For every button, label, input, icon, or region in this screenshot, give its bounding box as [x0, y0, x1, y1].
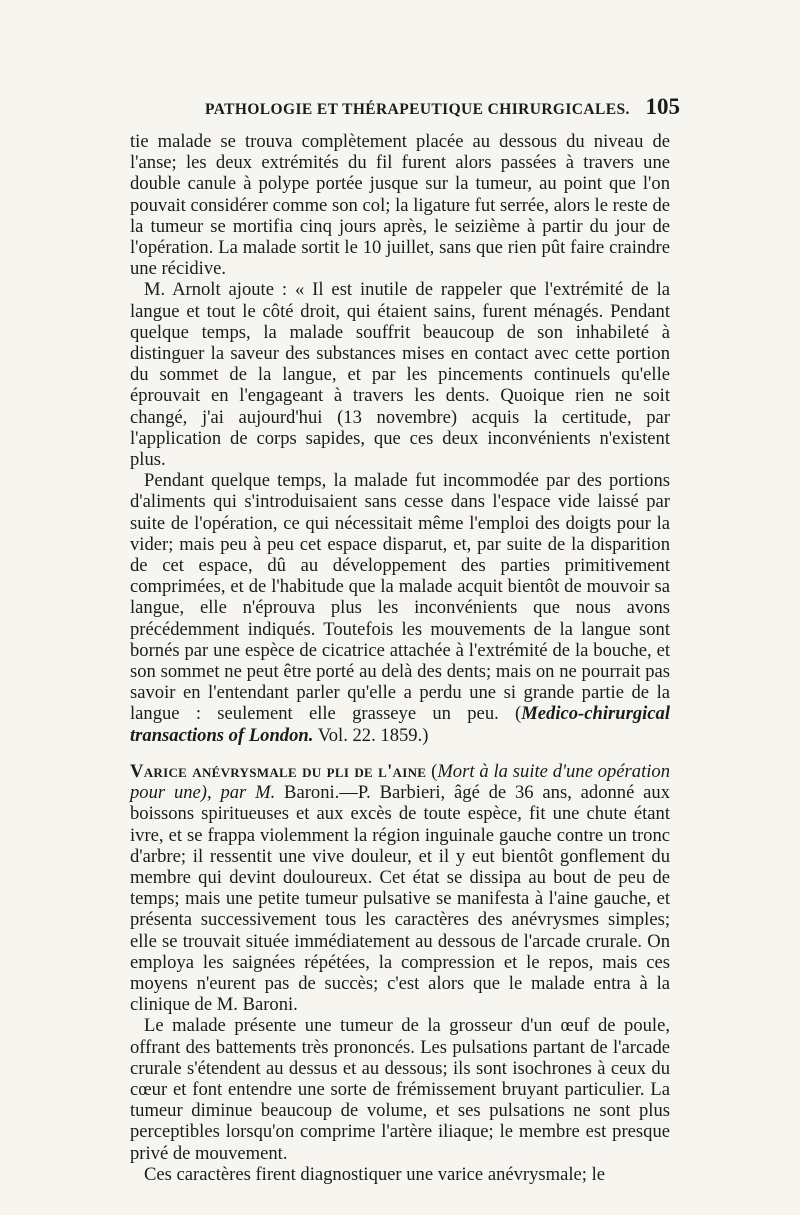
article-subtitle: Mort à la suite d'une opération pour une [130, 760, 671, 804]
article-body: Baroni.—P. Barbieri, âgé de 36 ans, adonné aux boissons spiritueuses et aux excès de toute espèce, fit une chute étant ivre, et se frappa violemment la région inguinale gauche contre un tronc d'arbre; il ressentit une vive douleur, et il y eut bientôt gonflement du membre qui devint douloureux. Cet état se dissipa au bout de peu de temps; mais une petite tumeur pulsative se manifesta à l'aine gauche, et présenta successivement tous les caractères des anévrysmes simples; elle se trouvait située immédiatement au dessous de l'arcade crurale. On employa les saignées répétées, la compression et le repos, mais ces moyens n'eurent pas de succès; c'est alors que le malade entra à la clinique de M. Baroni. [130, 782, 671, 1016]
paragraph-arnolt: M. Arnolt ajoute : « Il est inutile de rappeler que l'extrémité de la langue et tout le côté droit, qui étaient sains, furent ménagés. Pendant quelque temps, la malade souffrit beaucoup de son inhabileté à distinguer la saveur des substances mises en contact avec cette portion du sommet de la langue, et par les pincements continuels qu'elle éprouvait en l'engageant à travers les dents. Quoique rien ne soit changé, j'ai aujourd'hui (13 novembre) acquis la certitude, par l'application de corps sapides, que ces deux inconvénients n'existent plus. [130, 279, 670, 471]
article-varice [130, 761, 670, 1015]
paragraph-diagnostic: Ces caractères firent diagnostiquer une varice anévrysmale; le [144, 1163, 606, 1185]
page-header [130, 94, 680, 120]
page-number: 105 [645, 94, 680, 119]
citation-volume: Vol. 22. 1859.) [313, 724, 429, 746]
paragraph-text: Pendant quelque temps, la malade fut incommodée par des portions d'aliments qui s'introduisaient sans cesse dans l'espace vide laissé par suite de l'opération, ce qui nécessitait même l'emploi des doigts pour la vider; mais peu à peu cet espace disparut, et, par suite de la disparition de cet espace, dû au développement des parties primitivement comprimées, et de l'habitude que la malade acquit bientôt de mouvoir sa langue, elle n'éprouva plus les inconvénients que nous avons précédemment indiqués. Toutefois les mouvements de la langue sont bornés par une espèce de cicatrice attachée à l'extrémité de la bouche, et son sommet ne peut être porté au delà des dents; mais on ne pourrait pas savoir en l'entendant parler qu'elle a perdu une si grande partie de la langue : seulement elle grasseye un peu. ( [130, 470, 670, 725]
paragraph-aliments [130, 470, 670, 746]
paragraph-continuation: tie malade se trouva complètement placée au dessous du niveau de l'anse; les deux extrémités du fil furent alors passées à travers une double canule à polype portée jusque sur la tumeur, au point que l'on pouvait considérer comme son col; la ligature fut serrée, alors le reste de la tumeur se mortifia cinq jours après, le seizième à partir du jour de l'opération. La malade sortit le 10 juillet, sans que rien pût faire craindre une récidive. [130, 131, 670, 280]
citation-title: Medico-chirurgical transactions of London. [130, 703, 670, 746]
article-paren-open: ( [426, 760, 438, 782]
article-author-prefix: ), par M. [200, 782, 276, 804]
paragraph-tumeur: Le malade présente une tumeur de la grosseur d'un œuf de poule, offrant des battements très prononcés. Les pulsations partant de l'arcade crurale s'étendent au dessus et au dessous; ils sont isochrones à ceux du cœur et font entendre une sorte de frémissement bruyant particulier. La tumeur diminue beaucoup de volume, et ses pulsations ne sont plus perceptibles lorsqu'on comprime l'artère iliaque; le membre est presque privé de mouvement. [130, 1015, 670, 1164]
body-text [130, 131, 670, 1185]
article-heading: Varice anévrysmale du pli de l'aine [130, 760, 427, 782]
running-head: PATHOLOGIE ET THÉRAPEUTIQUE CHIRURGICALES. [205, 101, 630, 118]
